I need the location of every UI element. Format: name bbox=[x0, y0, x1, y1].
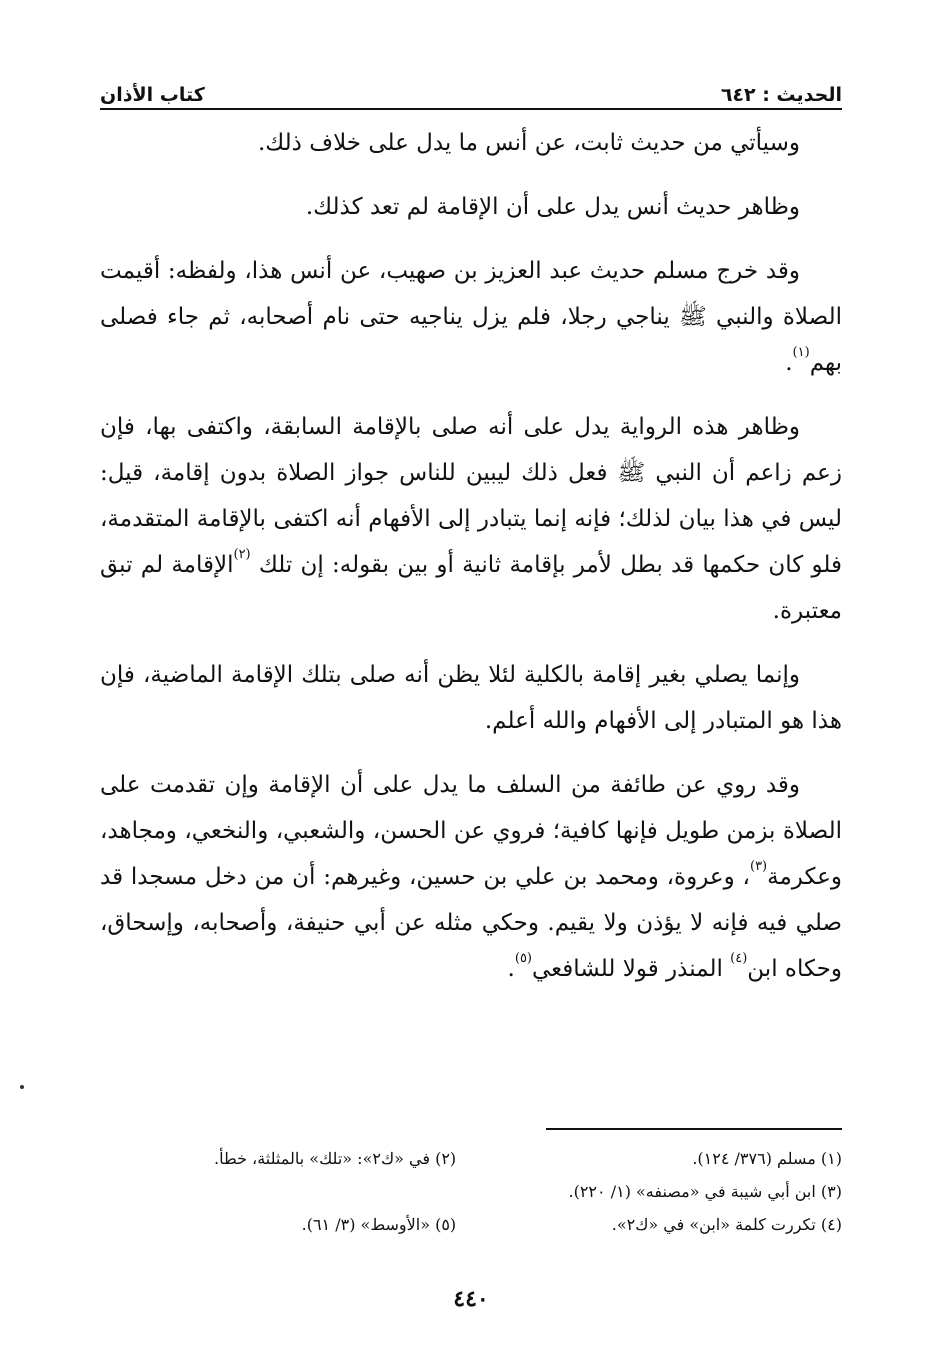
paragraph-text: وظاهر حديث أنس يدل على أن الإقامة لم تعد كذلك. bbox=[305, 194, 800, 220]
paragraph-1 bbox=[100, 120, 842, 166]
paragraph-text: وإنما يصلي بغير إقامة بالكلية لئلا يظن أنه صلى بتلك الإقامة الماضية، فإن هذا هو المتبادر إلى الأفهام والله أعلم. bbox=[100, 662, 842, 734]
footnote-divider bbox=[546, 1128, 842, 1130]
page-number: ٤٤٠ bbox=[453, 1286, 489, 1312]
paragraph-text: وقد روي عن طائفة من السلف ما يدل على أن الإقامة وإن تقدمت على الصلاة بزمن طويل فإنها كافية؛ فروي عن الحسن، والشعبي، والنخعي، ومجاهد، وعكرمة bbox=[100, 772, 842, 890]
scan-speck bbox=[20, 1085, 24, 1089]
footnote-row bbox=[100, 1208, 842, 1241]
footnote-3: (٣) ابن أبي شيبة في «مصنفه» (١/ ٢٢٠). bbox=[568, 1182, 842, 1201]
paragraph-text: ، وعروة، ومحمد بن علي بن حسين، وغيرهم: أن من دخل مسجدا قد صلي فيه فإنه لا يؤذن ولا يقيم. وحكي مثله عن أبي حنيفة، وأصحابه، وإسحاق، وحكاه ابن bbox=[100, 864, 842, 982]
footnote-marker[interactable]: (٥) bbox=[514, 951, 532, 966]
paragraph-2 bbox=[100, 184, 842, 230]
footnote-row bbox=[100, 1175, 842, 1208]
main-text bbox=[100, 120, 842, 1010]
footnote-marker[interactable]: (٤) bbox=[730, 951, 748, 966]
paragraph-4 bbox=[100, 404, 842, 634]
footnote-1: (١) مسلم (٣٧٦/ ١٢٤). bbox=[692, 1149, 842, 1168]
footnote-5: (٥) «الأوسط» (٣/ ٦١). bbox=[301, 1215, 457, 1234]
footnote-row bbox=[100, 1142, 842, 1175]
paragraph-text: وقد خرج مسلم حديث عبد العزيز بن صهيب، عن أنس هذا، ولفظه: أقيمت الصلاة والنبي ﷺ يناجي رجلا، فلم يزل يناجيه حتى نام أصحابه، ثم جاء فصلى بهم bbox=[100, 258, 842, 376]
header-divider bbox=[100, 108, 842, 110]
paragraph-5 bbox=[100, 652, 842, 744]
header-hadith-number: الحديث : ٦٤٢ bbox=[720, 84, 842, 106]
paragraph-text: وظاهر هذه الرواية يدل على أنه صلى بالإقامة السابقة، واكتفى بها، فإن زعم زاعم أن النبي ﷺ فعل ذلك ليبين للناس جواز الصلاة بدون إقامة، قيل: ليس في هذا بيان لذلك؛ فإنه إنما يتبادر إلى الأفهام أنه اكتفى بالإقامة المتقدمة، فلو كان حكمها قد بطل لأمر بإقامة ثانية أو بين بقوله: إن تلك bbox=[100, 414, 842, 578]
paragraph-text: المنذر قولا للشافعي bbox=[532, 956, 731, 982]
footnote-marker[interactable]: (٣) bbox=[749, 859, 768, 874]
running-header bbox=[100, 72, 842, 106]
footnote-marker[interactable]: (٢) bbox=[233, 547, 251, 562]
paragraph-3 bbox=[100, 248, 842, 386]
paragraph-text: . bbox=[507, 956, 515, 982]
header-chapter-title: كتاب الأذان bbox=[100, 84, 205, 106]
footnotes bbox=[100, 1142, 842, 1241]
paragraph-text: وسيأتي من حديث ثابت، عن أنس ما يدل على خلاف ذلك. bbox=[257, 130, 800, 156]
footnote-2: (٢) في «ك٢»: «تلك» بالمثلثة، خطأ. bbox=[213, 1149, 457, 1168]
footnote-marker[interactable]: (١) bbox=[792, 345, 810, 360]
footnote-4: (٤) تكررت كلمة «ابن» في «ك٢». bbox=[611, 1215, 842, 1234]
paragraph-text: الإقامة لم تبق معتبرة. bbox=[100, 552, 842, 624]
paragraph-text: . bbox=[785, 350, 793, 376]
paragraph-6 bbox=[100, 762, 842, 992]
